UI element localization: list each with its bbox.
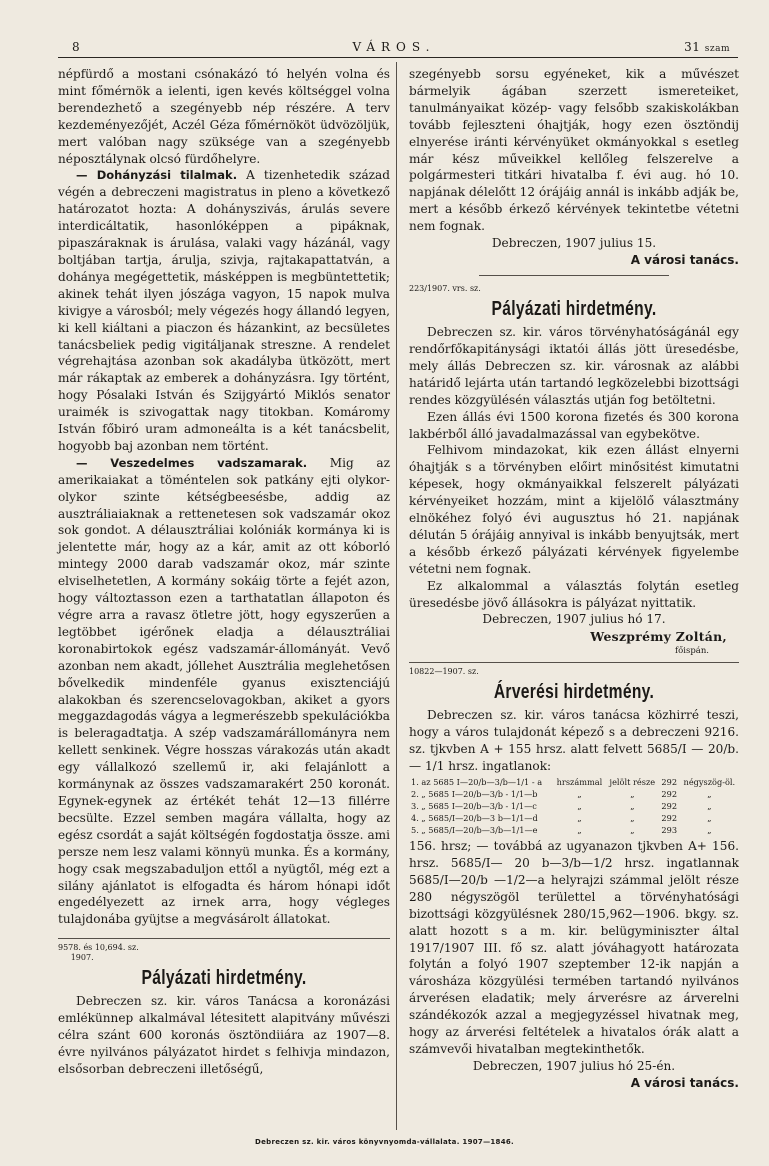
- printer-footer: Debreczen sz. kir. város könyvnyomda-vállalata. 1907—1846.: [254, 1138, 515, 1146]
- left-column: [58, 66, 390, 1078]
- lot-cell: „: [630, 789, 635, 800]
- section-rule: [58, 938, 390, 939]
- lot-cell: „: [707, 813, 712, 824]
- ad3-date: Debreczen, 1907 julius hó 25-én.: [472, 1058, 676, 1073]
- column-divider: [396, 62, 397, 1130]
- issue-suffix: szam: [704, 44, 730, 54]
- ad2-date: Debreczen, 1907 julius hó 17.: [482, 612, 666, 627]
- lot-cell: „: [577, 789, 582, 800]
- header-rule: [58, 57, 738, 58]
- ad2-reference-number: 223/1907. vrs. sz.: [409, 284, 481, 294]
- ad3-signature: A városi tanács.: [630, 1075, 739, 1090]
- lot-cell: 2. „ 5685 I—20/b—3/b - 1/1—b: [411, 789, 538, 800]
- ad2-signature: Weszprémy Zoltán,: [590, 629, 727, 645]
- issue-number: [684, 40, 730, 54]
- lot-table-body: [409, 776, 739, 836]
- ad2-signature-title: főispán.: [674, 646, 709, 657]
- article-title-dohanyzas: — Dohányzási tilalmak.: [76, 168, 238, 183]
- ad-body-palyazati: Debreczen sz. kir. város Tanácsa a koronázási emlékünnep alkalmával létesitett alapitvány művészi célra szánt 600 koronás ösztöndiiára az 1907—8. évre nyilvános pályázatot hirdet s felhivja mindazon, elsősorban debreczeni illetőségű,: [58, 994, 390, 1076]
- lot-cell: 292: [661, 777, 678, 788]
- ad2-paragraph-4: Ez alkalommal a választás folytán esetleg üresedésbe jövő állásokra is pályázat nyittatik.: [409, 578, 739, 610]
- lot-cell: 292: [661, 813, 678, 824]
- article-vadszamarak: [58, 455, 390, 928]
- ad2-paragraph-1: Debreczen sz. kir. város törvényhatóságánál egy rendőrfőkapitánysági iktatói állás jött üresedésbe, mely állás Debreczen sz. kir. városnak az alábbi határidő lejárta után tartandó legközelebbi bizottsági rendes közgyülésén választás utján fog betöltetni.: [409, 325, 739, 407]
- lot-cell: hrszámmal: [556, 777, 603, 788]
- lot-cell: jelölt része: [609, 777, 656, 788]
- lot-row: [409, 824, 739, 836]
- lot-cell: „: [630, 825, 635, 836]
- ad-ref-line1: 9578. és 10,694.: [58, 943, 126, 953]
- section-rule: [479, 275, 669, 276]
- lot-row: [409, 812, 739, 824]
- lot-cell: négyszög-öl.: [683, 777, 736, 788]
- lot-table: [409, 776, 739, 836]
- lot-cell: „: [577, 801, 582, 812]
- article-body-vadszamarak: Mig az amerikaiakat a töméntelen sok patkány ejti olykor-olykor szinte kétségbeesésbe, addig az ausztráliaiaknak a rettenetesen sok vadszamár okoz sok gondot. A délausztráliai kolóniák kormánya ki is jelentette már, hogy az a kár, amit az ott kóborló mintegy 2000 darab vadszamár okoz, már szinte elviselhetetlen, A kormány sokáig törte a fejét azon, hogy változtasson ezen a tarthatatlan állapoton és végre arra a ravasz ötletre jött, hogy egyszerűen a legtöbbet igérőnek eladja a délausztráliai koronabirtokok egész vadszamár-állományát. Vevő azonban nem akadt, jóllehet Ausztrália meglehetősen bővelkedik mindenféle gyanus exisztenciájú alakokban és szerencselovagokban, akiket a gyors meggazdagodás vágya a legmerészebb spekulációkba is beleragadtatja. A szép vadszamárállományra nem kellett senkinek. Végre hosszas várakozás után akadt egy vállalkozó szellemű ir, aki felajánlott a kormánynak az összes vadszamarakért 250 koronát. Egynek-egynek az értékét tehát 12—13 fillérre becsülte. Ezzel semben magára vállalta, hogy az egész csordát a saját költségén fogdostatja össze. ami persze nem lesz valami könnyü munka. És a kormány, hogy csak megszabaduljon ettől a nyügtől, még ezt a silány ajánlatot is elfogadta és három hónapi időt engedélyezett az irnek arra, hogy végleges tulajdonába gyüjtse a megvásárolt állatokat.: [58, 455, 391, 927]
- ad3-title: Árverési hirdetmény.: [493, 681, 655, 704]
- ad3-paragraph-2: 156. hrsz; — továbbá az ugyanazon tjkvben A+ 156. hrsz. 5685/I— 20 b—3/b—1/2 hrsz. ingatlannak 5685/I—20/b —1/2—a helyrajzi számmal jelölt része 280 négyszögöl területtel a törvényhatósági bizottsági közgyülésnek 280/15,962—1906. bkgy. sz. alatt hozott s a m. kir. belügyminiszter által 1917/1907 III. fő sz. alatt jóváhagyott határozata folytán a folyó 1907 szeptember 12-ik napján a városháza közgyülési termében tartandó nyilvános árverésen eladatik; mely árverésre az árverelni szándékozók azzal a megjegyzéssel hivatnak meg, hogy az árverési feltételek a hivatalos órák alatt a számvevői hivatalban megtekinthetők.: [409, 839, 739, 1056]
- lot-row: [409, 800, 739, 812]
- lot-cell: 5. „ 5685/I—20/b—3/b—1/1—e: [411, 825, 538, 836]
- ad2-paragraph-3: Felhivom mindazokat, kik ezen állást elnyerni óhajtják s a törvényben előirt minősitést kimutatni képesek, hogy okmányaikkal felszerelt pályázati kérvényeiket hozzám, mint a kijelölő választmány elnökéhez folyó évi augusztus hó 21. napjának délután 5 órájáig annyival is inkább benyujtsák, mert a később érkező pályázati kérvények figyelembe vétetni nem fognak.: [409, 443, 739, 576]
- lot-cell: 1. az 5685 I—20/b—3/b—1/1 - a: [411, 777, 543, 788]
- lot-cell: „: [707, 825, 712, 836]
- lot-cell: 292: [661, 801, 678, 812]
- ad3-paragraph-1: Debreczen sz. kir. város tanácsa közhirré teszi, hogy a város tulajdonát képező s a debreczeni 9216. sz. tjkvben A + 155 hrsz. alatt felvett 5685/I — 20/b. — 1/1 hrsz. ingatlanok:: [409, 708, 739, 774]
- issue-number-value: 31: [684, 40, 701, 54]
- lot-cell: „: [707, 801, 712, 812]
- ad-reference-number: [58, 943, 390, 963]
- ad-continued-signature: A városi tanács.: [630, 253, 739, 268]
- ad-continued-body: szegényebb sorsu egyéneket, kik a művészet bármelyik ágában szerzett ismereteiket, tanulmányaikat közép- vagy felsőbb szakiskolákban tovább fejleszteni óhajtják, hogy ezen ösztöndij elnyerése iránti kérvényüket okmányokkal s esetleg már kész műveikkel kellőleg felszerelve a polgármesteri titkári hivatalba f. évi aug. hó 10. napjának délelőtt 12 órájáig annál is inkább adják be, mert a később érkező kérvények tekintetbe vétetni nem fognak.: [409, 67, 739, 234]
- page-header: [58, 40, 730, 54]
- ad-title-palyazati: Pályázati hirdetmény.: [141, 967, 307, 990]
- ad-ref-sz: sz.: [127, 943, 139, 953]
- ad3-reference-number: 10822—1907. sz.: [409, 667, 479, 677]
- lot-row: [409, 776, 739, 788]
- lot-cell: 292: [661, 789, 678, 800]
- right-column: [409, 66, 739, 1092]
- lot-cell: „: [707, 789, 712, 800]
- lot-cell: 3. „ 5685 I—20/b—3/b - 1/1—c: [411, 801, 537, 812]
- lot-cell: „: [577, 813, 582, 824]
- article-dohanyzas: [58, 167, 390, 454]
- masthead-title: VÁROS.: [352, 40, 436, 54]
- lot-cell: 293: [661, 825, 678, 836]
- page-number: 8: [72, 40, 81, 54]
- ad-ref-line2: 1907.: [70, 953, 94, 963]
- article-title-vadszamarak: — Veszedelmes vadszamarak.: [76, 455, 308, 470]
- ad2-title: Pályázati hirdetmény.: [491, 298, 657, 321]
- lot-cell: „: [630, 801, 635, 812]
- lot-row: [409, 788, 739, 800]
- article-body-dohanyzas: A tizenhetedik század végén a debreczeni magistratus in pleno a következő határozatot hozta: A dohányszivás, árulás severe interdicáltatik, hasonlóképpen a pipáknak, pipaszáraknak is árulása, valaki vagy házánál, vagy boltjában tartja, árulja, szivja, rajtakapattatván, a dohánya megégettetik, másképpen is megbüntettetik; akinek tehát ilyen jószága vagyon, 15 napok mulva kivigye a városból; mely végezés hogy állandó legyen, ki kell kiáltani a piaczon és házankint, az becsületes tanácsbeliek pedig vigitáljanak streszne. A rendelet végrehajtása azonban sok akadályba ütközött, mert már rákaptak az emberek a dohányzásra. Igy történt, hogy Pósalaki István és Szijgyártó Miklós senator uraimék is szivogattak nagy titokban. Komáromy István főbiró uram admoneálta is a két tanácsbelit, hogyobb baj azonban nem történt.: [58, 168, 391, 453]
- lot-cell: „: [577, 825, 582, 836]
- lot-cell: 4. „ 5685/I—20/b—3 b—1/1—d: [411, 813, 538, 824]
- article-nepfurdo: népfürdő a mostani csónakázó tó helyén volna és mint főmérnök a ielenti, igen kevés költséggel volna berendezhető a szegényebb nép részére. A terv kezdeményezőjét, Aczél Géza főmérnököt üdvözöljük, mert valóban nagy szüksége van a szegényebb néposztálynak olcsó fürdőhelyre.: [58, 67, 390, 166]
- ad2-paragraph-2: Ezen állás évi 1500 korona fizetés és 300 korona lakbérből álló javadalmazással van egybekötve.: [409, 409, 739, 441]
- lot-cell: „: [630, 813, 635, 824]
- section-rule: [409, 662, 739, 663]
- ad-continued-date: Debreczen, 1907 julius 15.: [491, 236, 657, 251]
